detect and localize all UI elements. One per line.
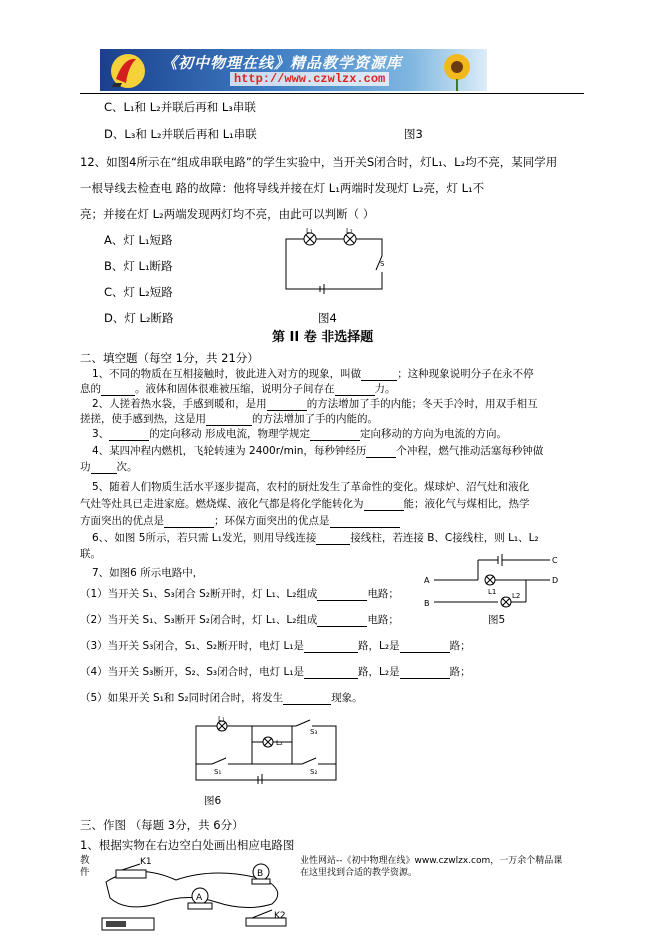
fill-q4-line1: 4、某四冲程内燃机，飞轮转速为 2400r/min，每秒钟经历 个冲程，燃气推动活塞每秒钟做 [92, 445, 544, 457]
fig4-l2-label: L₂ [346, 227, 353, 235]
banner-title: 《初中物理在线》精品教学资源库 [162, 54, 403, 72]
draw-heading: 三、作图 （每题 3分，共 6分） [80, 818, 244, 832]
fill-q5-line2: 气灶等灶具已走进家庭。燃烧煤、液化气都是将化学能转化为 能；液化气与煤相比，热学 [80, 498, 530, 510]
fill-q1-line1: 1、不同的物质在互相接触时，彼此进入对方的现象，叫做 ；这种现象说明分子在永不停 [92, 368, 534, 380]
fig4-s-label: S [380, 260, 385, 268]
figure6-circuit [192, 712, 342, 784]
q12-stem-line2: 一根导线去检查电 路的故障：他将导线并接在灯 L₁两端时发现灯 L₂亮，灯 L₁不 [80, 181, 485, 195]
footer-left: 教 件 [80, 855, 90, 878]
fill-q1-line2: 息的 。液体和固体很难被压缩，说明分子间存在 力。 [80, 383, 396, 395]
fill-q6-line1: 6、、如图 5所示，若只需 L₁发光，则用导线连接 接线柱，若连接 B、C接线柱，则 L₁、L₂ [92, 532, 539, 544]
fig6-s2-label: S₂ [310, 768, 318, 776]
figure5-label: 图5 [488, 614, 506, 626]
section-2-title: 第 II 卷 非选择题 [272, 330, 374, 345]
q12-option-a: A、灯 L₁短路 [104, 233, 173, 247]
fill-q6-line2: 联。 [80, 548, 101, 560]
fig5-d-label: D [552, 576, 559, 585]
q11-option-d: D、L₃和 L₂并联后再和 L₁串联 [104, 127, 257, 141]
fig6-l2-label: L₂ [276, 739, 283, 747]
fill-q7-stem: 7、如图6 所示电路中， [92, 567, 204, 579]
q12-option-b: B、灯 L₁断路 [104, 259, 173, 273]
fill-q5-line3: 方面突出的优点是 ；环保方面突出的优点是 [80, 515, 400, 528]
draw-q1: 1、根据实物在右边空白处画出相应电路图 [80, 838, 295, 852]
k1-label: K1 [140, 857, 152, 867]
fill-q7-part1: （1）当开关 S₁、S₃闭合 S₂断开时，灯 L₁、L₂组成 电路； [80, 588, 399, 600]
fig5-l2-label: L2 [512, 592, 521, 600]
fill-q4-line2: 功 次。 [80, 461, 138, 473]
figure4-circuit [280, 226, 390, 296]
fig5-b-label: B [424, 599, 430, 608]
fig5-a-label: A [424, 576, 430, 585]
bulb-b-label: B [257, 869, 264, 879]
q12-option-d: D、灯 L₂断路 [104, 311, 174, 325]
banner-url[interactable]: http://www.czwlzx.com [230, 72, 389, 86]
fill-q3: 3、 的定向移动 形成电流，物理学规定 定向移动的方向为电流的方向。 [92, 428, 508, 440]
fig5-l1-label: L1 [488, 588, 497, 596]
fill-q7-part3: （3）当开关 S₃闭合，S₁、S₂断开时，电灯 L₁是 路，L₂是 路； [80, 640, 471, 652]
fig6-l1-label: L₁ [218, 715, 225, 723]
fill-q5-line1: 5、随着人们物质生活水平逐步提高，农村的厨灶发生了革命性的变化。煤球炉、沼气灶和液化 [92, 481, 530, 493]
fill-q7-part5: （5）如果开关 S₁和 S₂同时闭合时，将发生 现象。 [80, 692, 363, 704]
fig6-s3-label: S₃ [310, 728, 318, 736]
logo-icon [106, 49, 150, 91]
ammeter-a-label: A [196, 893, 203, 903]
q12-option-c: C、灯 L₂短路 [104, 285, 173, 299]
fill-q7-part4: （4）当开关 S₃断开，S₂、S₃闭合时，电灯 L₁是 路，L₂是 路； [80, 666, 471, 678]
fig5-c-label: C [552, 556, 558, 565]
header-banner [100, 49, 487, 91]
fig6-s1-label: S₁ [214, 768, 222, 776]
fig4-l1-label: L₁ [306, 227, 313, 235]
fill-heading: 二、填空题（每空 1分，共 21分） [80, 351, 259, 365]
figure6-label: 图6 [204, 795, 222, 807]
physical-circuit-drawing [96, 852, 296, 936]
q11-option-c: C、L₁和 L₂并联后再和 L₃串联 [104, 100, 256, 114]
figure5-circuit [422, 554, 562, 614]
q12-stem-line1: 12、如图4所示在“组成串联电路”的学生实验中，当开关S闭合时，灯L₁、L₂均不亮，某同学用 [80, 155, 558, 169]
footer-text: 业性网站--《初中物理在线》www.czwlzx.com，一万余个精品课 在这里找到合适的教学资源。 [300, 856, 563, 878]
header-rule [80, 93, 584, 94]
q11-figure-label: 图3 [404, 127, 423, 141]
q12-figure-label: 图4 [318, 311, 337, 325]
fill-q7-part2: （2）当开关 S₁、S₃断开 S₂闭合时，灯 L₁、L₂组成 电路； [80, 614, 399, 626]
fill-q2-line2: 搓搓，使手感到热，这是用 的方法增加了手的内能的。 [80, 413, 378, 425]
q12-stem-line3: 亮；并接在灯 L₂两端发现两灯均不亮，由此可以判断（ ） [80, 207, 375, 221]
fill-q2-line1: 2、人搓着热水袋，手感到暖和，是用 的方法增加了手的内能；冬天手冷时，用双手相互 [92, 398, 538, 410]
k2-label: K2 [274, 911, 286, 921]
sunflower-icon [427, 49, 487, 91]
